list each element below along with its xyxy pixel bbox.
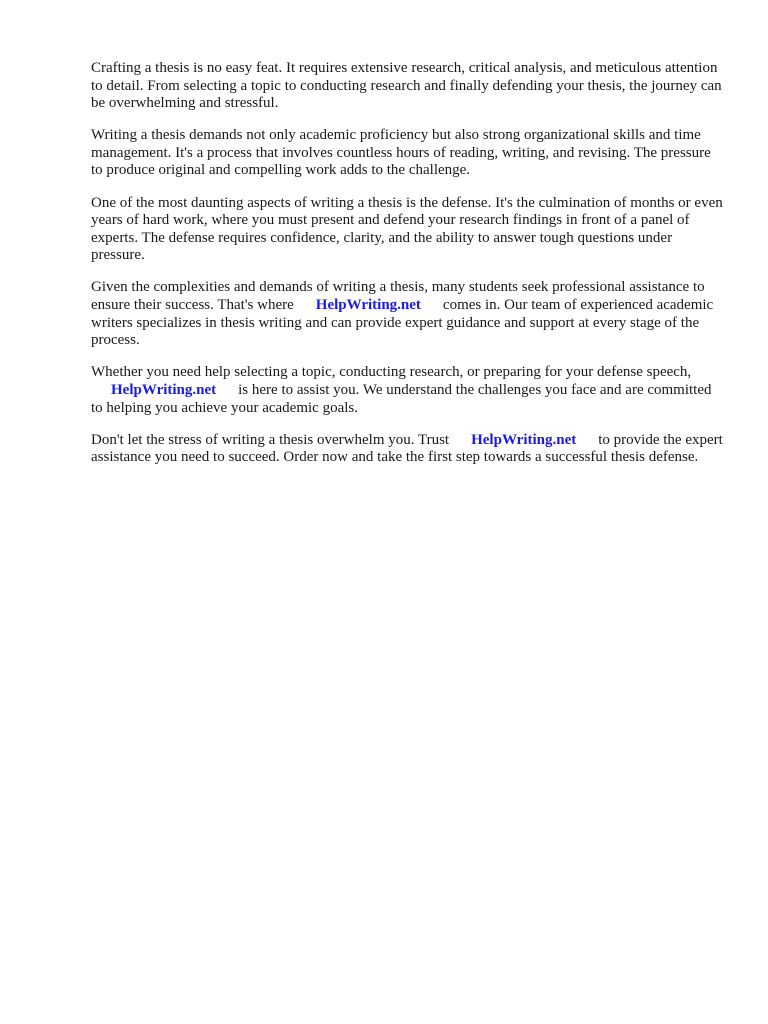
paragraph-help-text-after: is here to assist you. We understand the challenges you face and are committed to helping you achieve your academic goals. — [91, 381, 712, 416]
paragraph-closing — [91, 432, 723, 467]
paragraph-help-text-before: Whether you need help selecting a topic, conducting research, or preparing for your defense speech, — [91, 364, 692, 381]
helpwriting-link-2[interactable]: HelpWriting.net — [111, 381, 217, 398]
paragraph-closing-text-before: Don't let the stress of writing a thesis overwhelm you. Trust — [91, 431, 450, 448]
paragraph-defense: One of the most daunting aspects of writing a thesis is the defense. It's the culmination of months or even years of hard work, where you must present and defend your research findings in front of a panel of experts. The defense requires confidence, clarity, and the ability to answer tough questions under pressure. — [91, 194, 723, 264]
paragraph-closing-text-after: to provide the expert assistance you need to succeed. Order now and take the first step towards a successful thesis defense. — [91, 431, 723, 466]
paragraph-assistance-text-after: comes in. Our team of experienced academic writers specializes in thesis writing and can provide expert guidance and support at every stage of the process. — [91, 297, 714, 349]
helpwriting-link-3[interactable]: HelpWriting.net — [471, 431, 577, 448]
paragraph-demands: Writing a thesis demands not only academic proficiency but also strong organizational skills and time management. It's a process that involves countless hours of reading, writing, and revising. The pressure to produce original and compelling work adds to the challenge. — [91, 127, 711, 179]
paragraph-help — [91, 364, 723, 417]
document-body — [91, 60, 723, 481]
paragraph-assistance — [91, 279, 723, 349]
helpwriting-link-1[interactable]: HelpWriting.net — [315, 297, 421, 314]
paragraph-intro: Crafting a thesis is no easy feat. It requires extensive research, critical analysis, and meticulous attention to detail. From selecting a topic to conducting research and finally defending your thesis, the journey can be overwhelming and stressful. — [91, 60, 722, 112]
paragraph-assistance-text-before: Given the complexities and demands of writing a thesis, many students seek professional assistance to ensure their success. That's where — [91, 279, 705, 314]
